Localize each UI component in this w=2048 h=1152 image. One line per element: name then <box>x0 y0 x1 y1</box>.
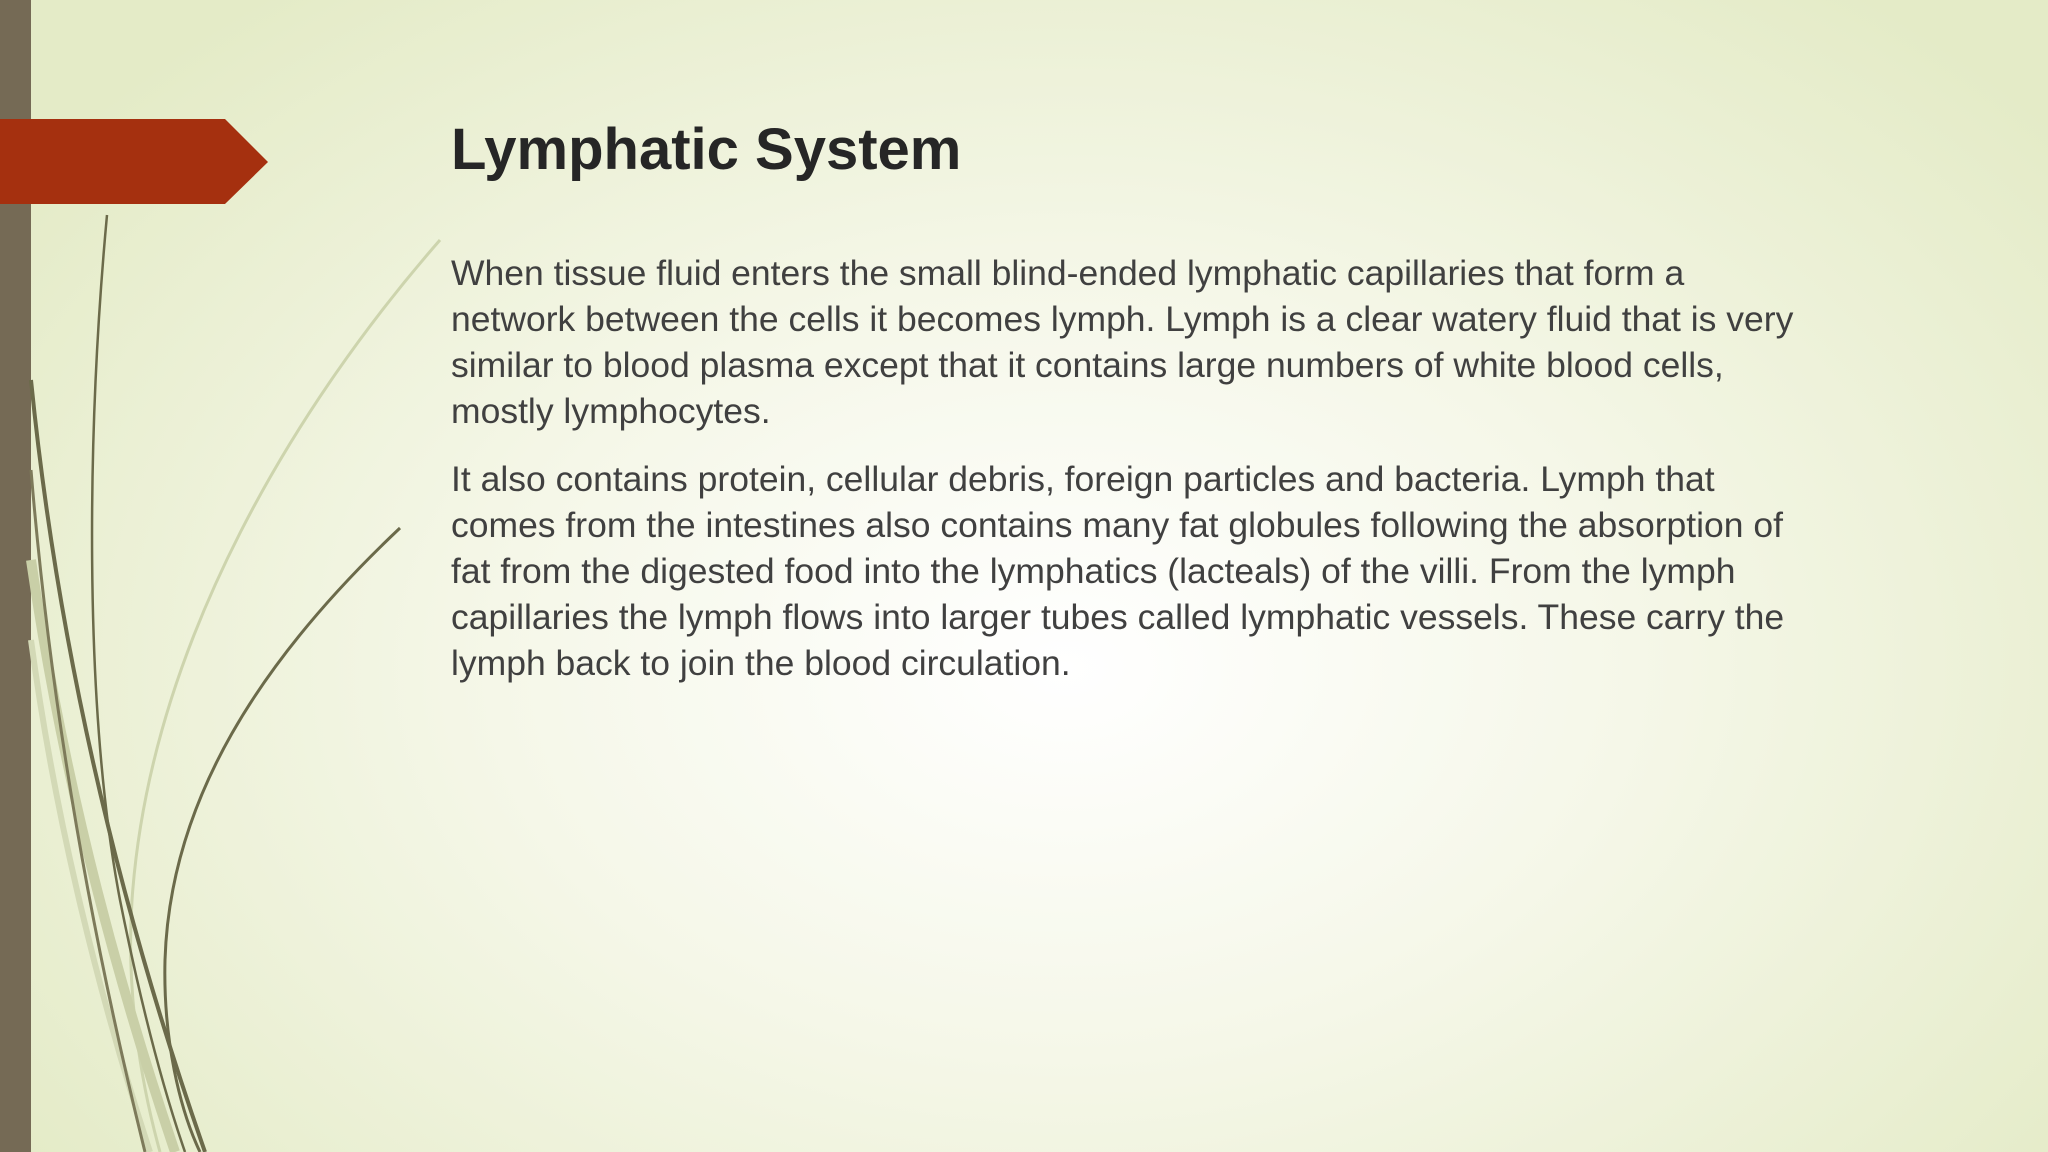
paragraph-line: mostly lymphocytes. <box>451 391 771 431</box>
paragraph-line: When tissue fluid enters the small blind-ended lymphatic capillaries that form a <box>451 253 1685 293</box>
paragraph-line: lymph back to join the blood circulation. <box>451 643 1071 683</box>
title-accent-flag <box>0 119 270 206</box>
paragraph-line: capillaries the lymph flows into larger tubes called lymphatic vessels. These carry the <box>451 597 1785 637</box>
paragraph-line: It also contains protein, cellular debris, foreign particles and bacteria. Lymph that <box>451 459 1715 499</box>
paragraph-line: comes from the intestines also contains many fat globules following the absorption of <box>451 505 1783 545</box>
paragraph-line: similar to blood plasma except that it contains large numbers of white blood cells, <box>451 345 1724 385</box>
paragraph-2 <box>451 456 1931 686</box>
slide-title: Lymphatic System <box>451 117 962 182</box>
paragraph-1 <box>451 250 1931 434</box>
slide-body <box>451 250 1931 708</box>
paragraph-line: network between the cells it becomes lymph. Lymph is a clear watery fluid that is very <box>451 299 1794 339</box>
paragraph-line: fat from the digested food into the lymphatics (lacteals) of the villi. From the lymph <box>451 551 1736 591</box>
